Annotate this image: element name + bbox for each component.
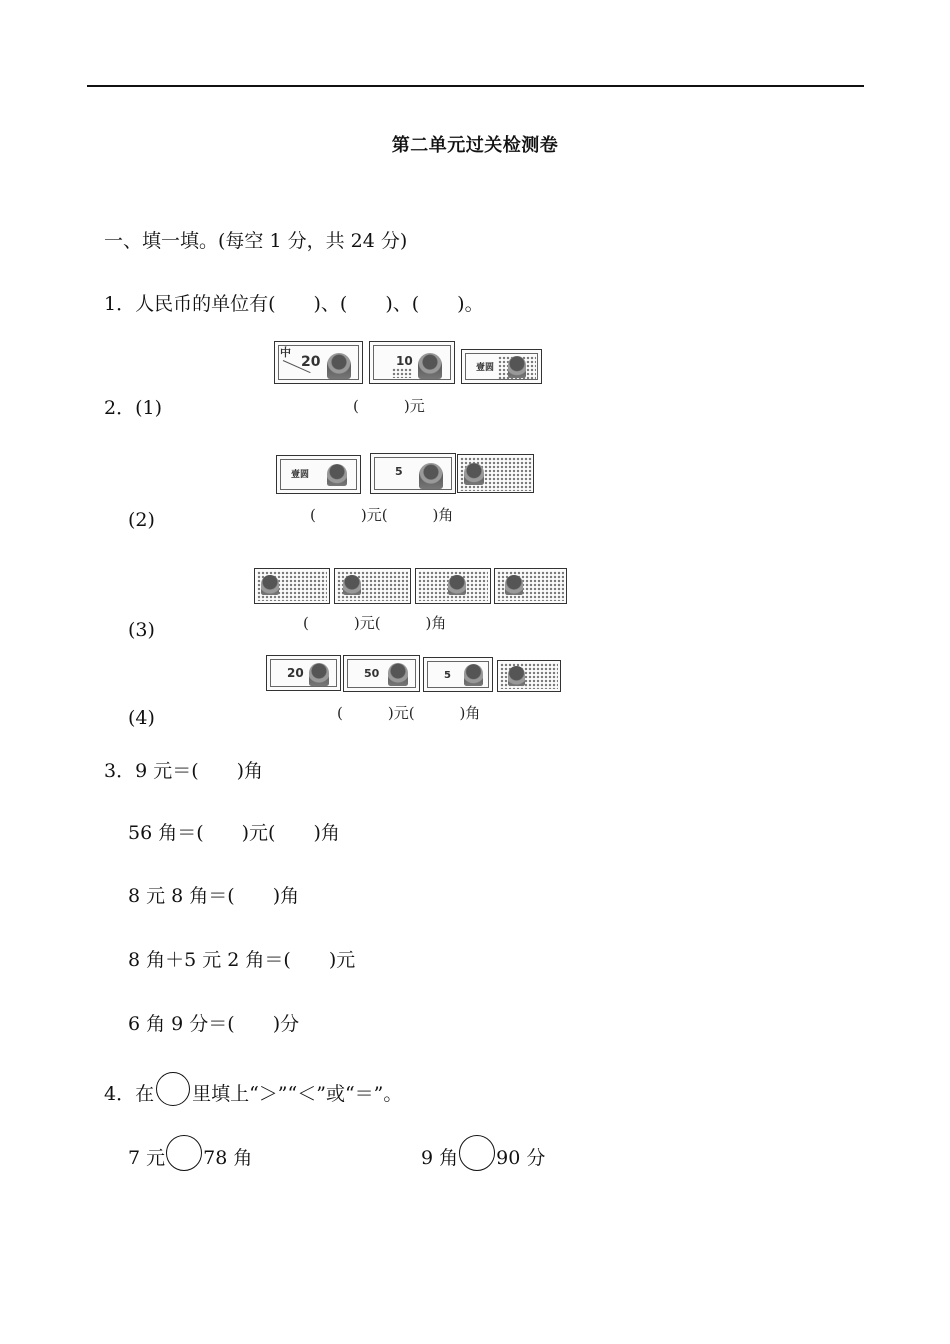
bill-jiao <box>334 568 411 604</box>
comparison-a-left: 7 元 <box>128 1147 166 1169</box>
bill-20-yuan: 20 <box>266 655 341 691</box>
comparison-b-left: 9 角 <box>421 1147 459 1169</box>
question-2-part-1-label: 2．(1) <box>104 397 163 419</box>
question-2-part-4-label: (4) <box>128 707 155 729</box>
question-3-line-5: 6 角 9 分＝( )分 <box>128 1013 300 1035</box>
question-3-line-3: 8 元 8 角＝( )角 <box>128 885 300 907</box>
page-title: 第二单元过关检测卷 <box>391 135 559 156</box>
bill-1-yuan <box>497 660 561 692</box>
question-1: 1．人民币的单位有( )、( )、( )。 <box>104 293 484 315</box>
bill-group-4 <box>266 655 564 701</box>
question-3-line-2: 56 角＝( )元( )角 <box>128 822 340 844</box>
question-3-line-4: 8 角＋5 元 2 角＝( )元 <box>128 949 356 971</box>
comparison-a-right: 78 角 <box>203 1147 253 1169</box>
bill-1-yuan: 壹圆 <box>276 455 361 494</box>
bill-group-2 <box>276 453 536 499</box>
section-heading: 一、填一填。(每空 1 分，共 24 分) <box>104 230 408 252</box>
comparison-b-right: 90 分 <box>496 1147 546 1169</box>
bill-group-1 <box>274 341 544 387</box>
question-2-part-3-label: (3) <box>128 619 155 641</box>
compare-circle-example <box>156 1072 190 1106</box>
question-4-instruction <box>104 1078 402 1112</box>
comparison-b <box>421 1141 545 1177</box>
bill-1-yuan: 壹圆 <box>461 349 542 384</box>
compare-circle-a[interactable] <box>166 1135 202 1171</box>
bill-10-yuan: 10 <box>369 341 455 384</box>
bill-jiao <box>254 568 330 604</box>
header-rule <box>87 85 864 87</box>
question-3-line-1: 3．9 元＝( )角 <box>104 760 264 782</box>
answer-blank-2-4: ( )元( )角 <box>337 704 481 722</box>
bill-group-3 <box>254 568 569 614</box>
question-4-prefix: 4．在 <box>104 1083 155 1105</box>
question-4-suffix: 里填上“＞”“＜”或“＝”。 <box>192 1083 403 1105</box>
answer-blank-2-2: ( )元( )角 <box>310 506 454 524</box>
bill-jiao <box>494 568 567 604</box>
bill-20-yuan: 中 20 <box>274 341 363 384</box>
bill-jiao <box>415 568 491 604</box>
answer-blank-2-1: ( )元 <box>353 397 425 415</box>
bill-5-yuan: 5 <box>423 657 493 692</box>
bill-jiao <box>457 454 534 493</box>
bill-5-yuan: 5 <box>370 453 456 494</box>
comparison-a <box>128 1141 252 1177</box>
answer-blank-2-3: ( )元( )角 <box>303 614 447 632</box>
question-2-part-2-label: (2) <box>128 509 155 531</box>
bill-50-yuan: 50 <box>343 655 420 692</box>
compare-circle-b[interactable] <box>459 1135 495 1171</box>
